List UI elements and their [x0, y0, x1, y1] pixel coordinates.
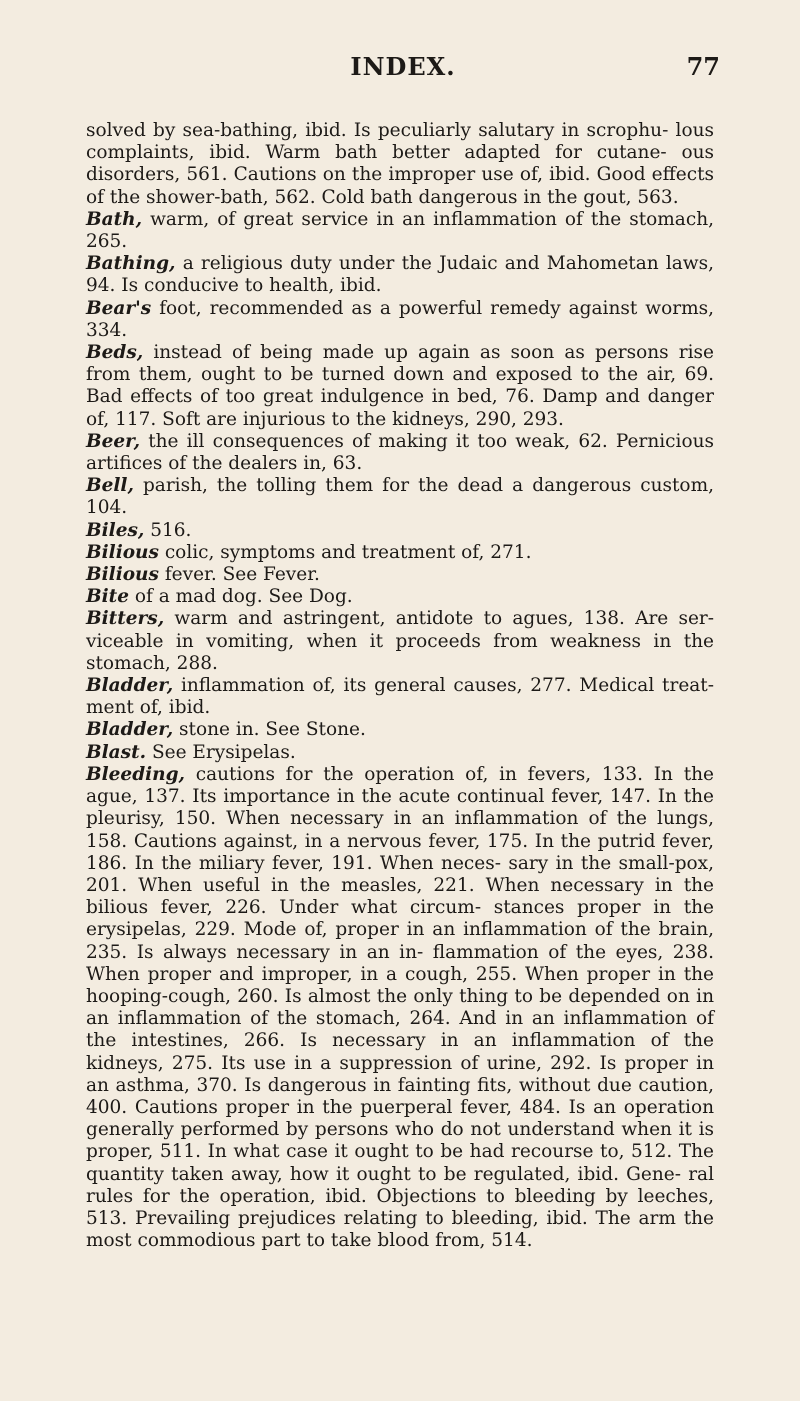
index-entry: [86, 586, 714, 608]
entry-headword: Bilious: [86, 541, 159, 563]
page-header: [86, 52, 720, 86]
entry-headword: Bladder,: [86, 675, 174, 697]
index-entry: [86, 431, 714, 475]
index-entry: [86, 719, 714, 741]
index-entry: [86, 298, 714, 342]
entry-text: fever. See Fever.: [158, 564, 320, 586]
entry-text: warm, of great service in an inflammation of the stomach, 265.: [86, 208, 714, 253]
entry-headword: Bitters,: [86, 608, 165, 630]
index-entry: [86, 253, 714, 297]
entry-text: foot, recommended as a powerful remedy against worms, 334.: [86, 297, 714, 341]
entry-headword: Bilious: [86, 564, 159, 586]
entry-headword: Bladder,: [86, 719, 174, 741]
entry-headword: Biles,: [86, 519, 145, 541]
entry-text: stone in. See Stone.: [173, 719, 366, 741]
entry-headword: Bathing,: [86, 253, 176, 275]
entry-text: a religious duty under the Judaic and Mahometan laws, 94. Is conducive to health, ibid.: [86, 253, 714, 297]
index-entry: [86, 608, 714, 675]
entry-text: solved by sea-bathing, ibid. Is peculiarly salutary in scrophu- lous complaints, ibid. Warm bath better adapted for cutane- ous disorders, 561. Cautions on the improper use of, ibid. Good effects of the shower-bath, 562. Cold bath dangerous in the gout, 563.: [86, 120, 714, 208]
index-entry: [86, 475, 714, 519]
entry-text: of a mad dog. See Dog.: [128, 586, 353, 608]
entry-text: warm and astringent, antidote to agues, 138. Are ser- viceable in vomiting, when it proceeds from weakness in the stomach, 288.: [86, 608, 714, 674]
entry-headword: Beer,: [86, 430, 141, 452]
entry-headword: Bath,: [86, 208, 143, 230]
index-entry: [86, 342, 714, 431]
entry-text: See Erysipelas.: [146, 741, 296, 763]
entry-text: cautions for the operation of, in fevers, 133. In the ague, 137. Its importance in the acute continual fever, 147. In the pleurisy, 150. When necessary in an inflammation of the lungs, 158. Cautions against, in a nervous fever, 175. In the putrid fever, 186. In the miliary fever, 191. When neces- sary in the small-pox, 201. When useful in the measles, 221. When necessary in the bilious fever, 226. Under what circum- stances proper in the erysipelas, 229. Mode of, proper in an inflammation of the brain, 235. Is always necessary in an in- flammation of the eyes, 238. When proper and improper, in a cough, 255. When proper in the hooping-cough, 260. Is almost the only thing to be depended on in an inflammation of the stomach, 264. And in an inflammation of the intestines, 266. Is necessary in an inflammation of the kidneys, 275. Its use in a suppression of urine, 292. Is proper in an asthma, 370. Is dangerous in fainting fits, without due caution, 400. Cautions proper in the puerperal fever, 484. Is an operation generally performed by persons who do not understand when it is proper, 511. In what case it ought to be had recourse to, 512. The quantity taken away, how it ought to be regulated, ibid. Gene- ral rules for the operation, ibid. Objections to bleeding by leeches, 513. Prevailing prejudices relating to bleeding, ibid. The arm the most commodious part to take blood from, 514.: [86, 763, 714, 1252]
entry-text: instead of being made up again as soon as persons rise from them, ought to be turned down and exposed to the air, 69. Bad effects of too great indulgence in bed, 76. Damp and danger of, 117. Soft are injurious to the kidneys, 290, 293.: [86, 342, 714, 430]
index-entry: [86, 120, 714, 209]
entry-headword: Bite: [86, 586, 129, 608]
index-entry: [86, 764, 714, 1252]
index-entries: [86, 120, 714, 1252]
entry-text: parish, the tolling them for the dead a dangerous custom, 104.: [86, 475, 714, 519]
entry-text: the ill consequences of making it too weak, 62. Pernicious artifices of the dealers in, 63.: [86, 430, 714, 475]
entry-headword: Bear's: [86, 297, 152, 319]
entry-headword: Blast.: [86, 741, 147, 763]
index-entry: [86, 564, 714, 586]
page-number: 77: [686, 52, 720, 81]
index-entry: [86, 542, 714, 564]
entry-text: 516.: [144, 519, 192, 541]
entry-headword: Beds,: [86, 342, 144, 364]
index-entry: [86, 675, 714, 719]
entry-text: inflammation of, its general causes, 277. Medical treat- ment of, ibid.: [86, 675, 714, 719]
entry-headword: Bleeding,: [86, 763, 185, 785]
index-entry: [86, 742, 714, 764]
entry-text: colic, symptoms and treatment of, 271.: [158, 541, 532, 563]
index-entry: [86, 520, 714, 542]
entry-headword: Bell,: [86, 475, 134, 497]
index-entry: [86, 209, 714, 253]
running-title: INDEX.: [350, 52, 456, 81]
